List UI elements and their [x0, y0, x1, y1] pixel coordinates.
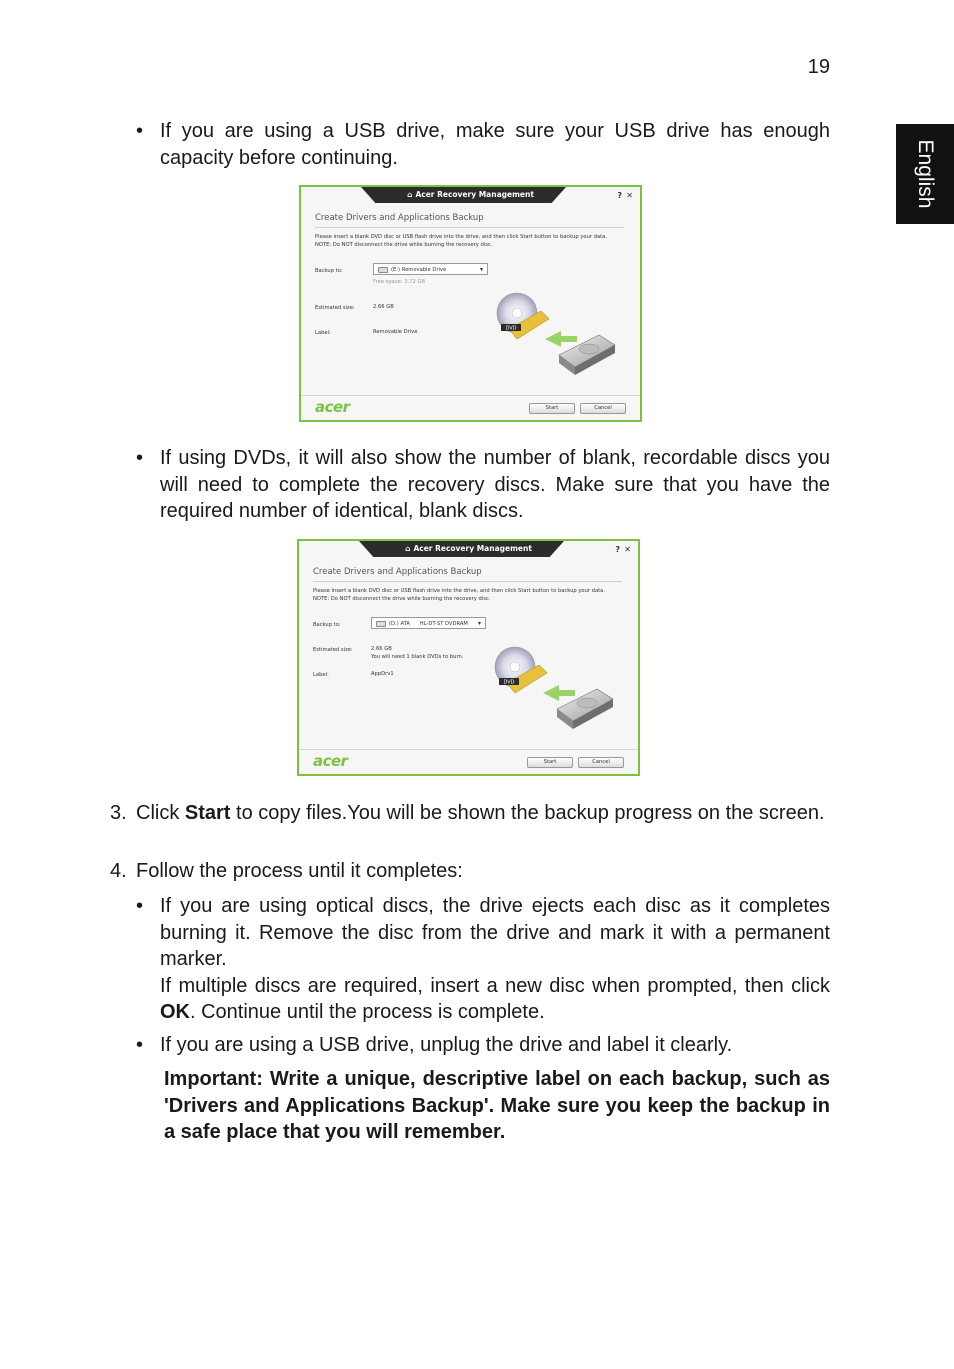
- backup-to-value: (E:) Removable Drive: [391, 267, 447, 273]
- step-3: [110, 800, 830, 827]
- bullet-text: If multiple discs are required, insert a new disc when prompted, then click: [160, 974, 830, 997]
- footer-divider: [299, 749, 638, 750]
- svg-text:DVD: DVD: [503, 679, 515, 686]
- label-label: Label:: [315, 330, 331, 336]
- bullet-usb-unplug: [136, 1032, 830, 1059]
- step-4: [110, 858, 830, 885]
- step-text: to copy files.You will be shown the backup progress on the screen.: [230, 802, 825, 824]
- close-icon[interactable]: ✕: [624, 545, 631, 554]
- acer-logo: acer: [315, 398, 350, 416]
- label-value: Removable Drive: [373, 329, 418, 335]
- bullet-optical-discs: [136, 893, 830, 1026]
- bullet-marker: •: [136, 120, 144, 142]
- bullet-marker: •: [136, 895, 144, 917]
- app-icon: ⌂: [407, 190, 413, 199]
- start-emphasis: Start: [184, 802, 231, 824]
- dialog-heading: Create Drivers and Applications Backup: [313, 567, 482, 577]
- chevron-down-icon: ▾: [477, 620, 481, 627]
- estimated-size-label: Estimated size:: [315, 305, 355, 311]
- optical-drive-icon: [376, 621, 386, 627]
- disc-to-drive-illustration: [495, 289, 621, 381]
- important-note: Important: Write a unique, descriptive label on each backup, such as 'Drivers and Applications Backup'. Make sure you keep the backup in a safe place that you will remember.: [164, 1068, 830, 1143]
- arrow-left-icon: [543, 685, 575, 701]
- chevron-down-icon: ▾: [479, 266, 483, 273]
- help-icon[interactable]: ?: [617, 191, 622, 200]
- usb-drive-icon: [378, 267, 388, 273]
- cancel-button[interactable]: Cancel: [578, 757, 624, 768]
- screenshot-dvd-backup: [297, 539, 640, 776]
- language-tab: [896, 124, 954, 224]
- acer-logo: acer: [313, 752, 348, 770]
- backup-to-value: (D:) ATA HL-DT-ST DVDRAM: [389, 621, 468, 627]
- estimated-size-value: 2.66 GB: [371, 646, 392, 652]
- dialog-instructions: Please insert a blank DVD disc or USB flash drive into the drive, and then click Start button to backup your data. NOTE: Do NOT disconnect the drive while burning the recovery disc.: [313, 588, 606, 602]
- bullet-marker: •: [136, 447, 144, 469]
- estimated-size-label: Estimated size:: [313, 647, 353, 653]
- bullet-text: If you are using a USB drive, make sure your USB drive has enough capacity before continuing.: [160, 120, 830, 169]
- bullet-dvds: [136, 445, 830, 525]
- step-number: 4.: [110, 860, 127, 882]
- estimated-size-value: 2.66 GB: [373, 304, 394, 310]
- dialog-title: Acer Recovery Management: [415, 190, 534, 199]
- ok-emphasis: OK: [160, 1001, 190, 1023]
- backup-to-label: Backup to:: [315, 268, 343, 274]
- page-number: 19: [807, 56, 830, 78]
- label-value: AppDrv1: [371, 671, 394, 677]
- bullet-text: . Continue until the process is complete.: [190, 1001, 545, 1023]
- close-icon[interactable]: ✕: [626, 191, 633, 200]
- dialog-instructions: Please insert a blank DVD disc or USB flash drive into the drive, and then click Start button to backup your data. NOTE: Do NOT disconnect the drive while burning the recovery disc.: [315, 234, 608, 248]
- free-space: Free space: 3.72 GB: [373, 279, 426, 285]
- screenshot-usb-backup: [299, 185, 642, 422]
- step-number: 3.: [110, 802, 127, 824]
- disc-to-drive-illustration: [493, 643, 619, 735]
- backup-to-label: Backup to:: [313, 622, 341, 628]
- dialog-titlebar: [299, 541, 638, 557]
- cancel-button[interactable]: Cancel: [580, 403, 626, 414]
- backup-to-select[interactable]: [371, 617, 486, 629]
- dialog-heading: Create Drivers and Applications Backup: [315, 213, 484, 223]
- step-text: Follow the process until it completes:: [136, 860, 463, 882]
- svg-text:DVD: DVD: [505, 325, 517, 332]
- language-tab-label: English: [914, 139, 937, 209]
- backup-to-select[interactable]: [373, 263, 488, 275]
- bullet-text: If you are using optical discs, the drive ejects each disc as it completes burning it. Remove the disc from the drive and mark it with a permanent marker.: [160, 895, 830, 970]
- heading-divider: [315, 227, 624, 228]
- dvd-count-note: You will need 1 blank DVDs to burn.: [371, 654, 464, 660]
- step-text: Click: [136, 802, 185, 824]
- arrow-left-icon: [545, 331, 577, 347]
- help-icon[interactable]: ?: [615, 545, 620, 554]
- bullet-text: If you are using a USB drive, unplug the drive and label it clearly.: [160, 1034, 733, 1056]
- heading-divider: [313, 581, 622, 582]
- dialog-title: Acer Recovery Management: [413, 544, 532, 553]
- bullet-usb-capacity: [136, 118, 830, 171]
- app-icon: ⌂: [405, 544, 411, 553]
- footer-divider: [301, 395, 640, 396]
- dialog-titlebar: [301, 187, 640, 203]
- start-button[interactable]: Start: [527, 757, 573, 768]
- label-label: Label:: [313, 672, 329, 678]
- bullet-text: If using DVDs, it will also show the number of blank, recordable discs you will need to complete the recovery discs. Make sure that you have the required number of identical, blank discs.: [160, 447, 830, 522]
- bullet-marker: •: [136, 1034, 144, 1056]
- start-button[interactable]: Start: [529, 403, 575, 414]
